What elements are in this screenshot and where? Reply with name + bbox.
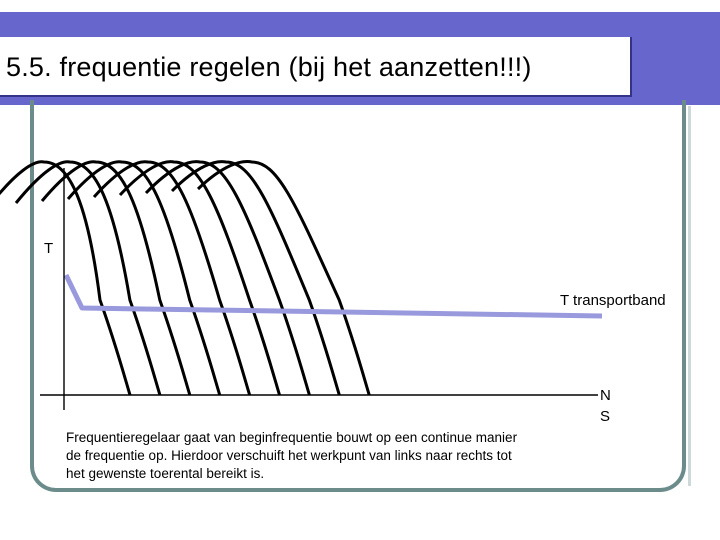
x-axis-label-n: N [600, 387, 611, 404]
torque-curve-5 [94, 162, 250, 395]
torque-curve-9 [198, 162, 369, 395]
x-axis-label-s: S [600, 408, 611, 425]
load-curve [66, 275, 602, 316]
caption-line-2: de frequentie op. Hierdoor verschuift het werkpunt van links naar rechts tot [66, 448, 512, 463]
caption-line-3: het gewenste toerental bereikt is. [66, 466, 265, 481]
torque-curve-4 [68, 162, 220, 395]
load-curve-label: T transportband [560, 292, 666, 309]
caption [66, 429, 611, 483]
slide-title: 5.5. frequentie regelen (bij het aanzetten!!!) [6, 52, 532, 82]
torque-curves [0, 162, 369, 395]
torque-curve-7 [146, 162, 309, 395]
y-axis-label: T [44, 240, 54, 257]
torque-curve-2 [16, 162, 160, 395]
torque-curve-8 [172, 162, 339, 395]
caption-line-1: Frequentieregelaar gaat van beginfrequentie bouwt op een continue manier [66, 430, 518, 445]
torque-curve-6 [120, 162, 280, 395]
